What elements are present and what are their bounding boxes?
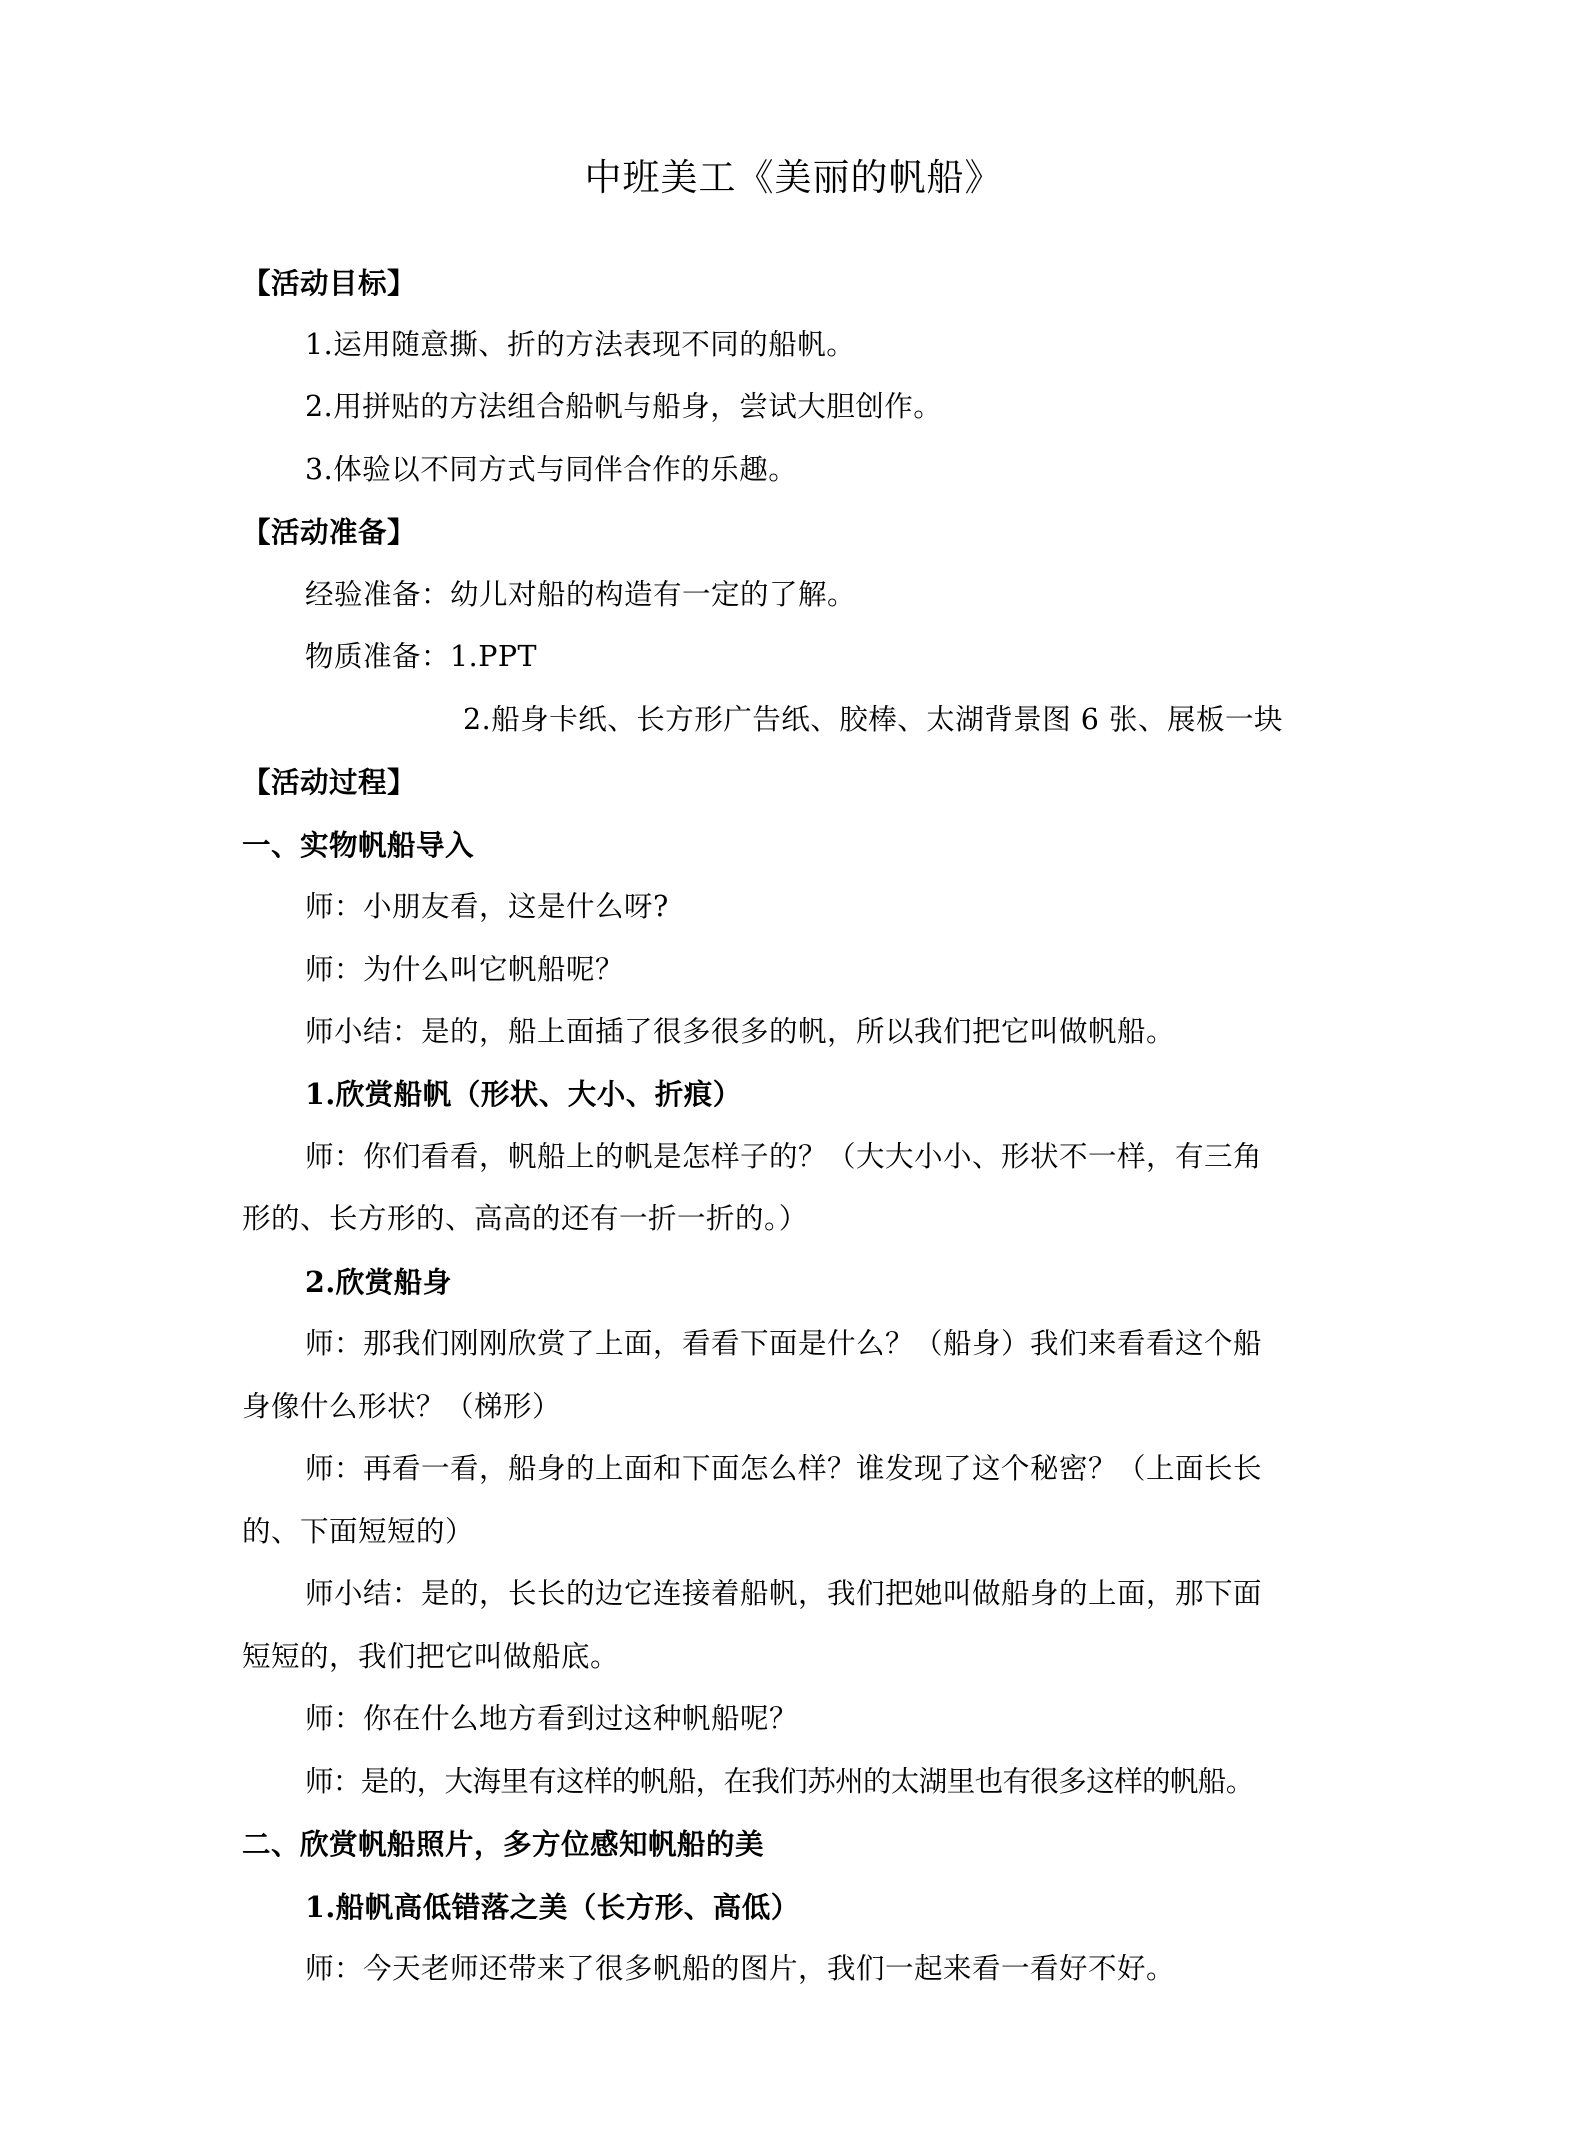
preparation-heading: 【活动准备】: [242, 515, 417, 549]
part1-sub1-heading: 1.欣赏船帆（形状、大小、折痕）: [305, 1077, 742, 1111]
part1-heading: 一、实物帆船导入: [242, 828, 475, 862]
goal-item: 3.体验以不同方式与同伴合作的乐趣。: [305, 453, 798, 486]
process-heading: 【活动过程】: [242, 765, 417, 799]
dialogue-line-continued: 形的、长方形的、高高的还有一折一折的。）: [242, 1202, 808, 1235]
dialogue-line: 师：再看一看，船身的上面和下面怎么样？谁发现了这个秘密？（上面长长: [305, 1452, 1263, 1485]
part1-sub2-heading: 2.欣赏船身: [305, 1265, 452, 1299]
dialogue-line: 师：那我们刚刚欣赏了上面，看看下面是什么？（船身）我们来看看这个船: [305, 1327, 1263, 1360]
goal-item: 2.用拼贴的方法组合船帆与船身，尝试大胆创作。: [305, 390, 943, 423]
document-title: 中班美工《美丽的帆船》: [584, 156, 1003, 199]
dialogue-line: 师：为什么叫它帆船呢？: [305, 953, 625, 986]
part2-sub1-heading: 1.船帆高低错落之美（长方形、高低）: [305, 1890, 800, 1924]
part2-heading: 二、欣赏帆船照片，多方位感知帆船的美: [242, 1827, 765, 1861]
goal-item: 1.运用随意撕、折的方法表现不同的船帆。: [305, 328, 856, 361]
dialogue-line-continued: 短短的，我们把它叫做船底。: [242, 1640, 620, 1673]
material-preparation-1: 物质准备：1.PPT: [305, 640, 538, 673]
goals-heading: 【活动目标】: [242, 266, 417, 300]
dialogue-line-continued: 的、下面短短的）: [242, 1515, 475, 1548]
dialogue-line: 师：你们看看，帆船上的帆是怎样子的？（大大小小、形状不一样，有三角: [305, 1140, 1263, 1173]
dialogue-line: 师：你在什么地方看到过这种帆船呢？: [305, 1702, 799, 1735]
dialogue-line-continued: 身像什么形状？（梯形）: [242, 1390, 562, 1423]
dialogue-line: 师小结：是的，长长的边它连接着船帆，我们把她叫做船身的上面，那下面: [305, 1577, 1263, 1610]
dialogue-line: 师：今天老师还带来了很多帆船的图片，我们一起来看一看好不好。: [305, 1952, 1176, 1985]
dialogue-line: 师小结：是的，船上面插了很多很多的帆，所以我们把它叫做帆船。: [305, 1015, 1176, 1048]
experience-preparation: 经验准备：幼儿对船的构造有一定的了解。: [305, 578, 857, 611]
dialogue-line: 师：小朋友看，这是什么呀?: [305, 890, 669, 923]
dialogue-line: 师：是的，大海里有这样的帆船，在我们苏州的太湖里也有很多这样的帆船。: [305, 1765, 1254, 1798]
material-preparation-2: 2.船身卡纸、长方形广告纸、胶棒、太湖背景图 6 张、展板一块: [463, 703, 1283, 736]
